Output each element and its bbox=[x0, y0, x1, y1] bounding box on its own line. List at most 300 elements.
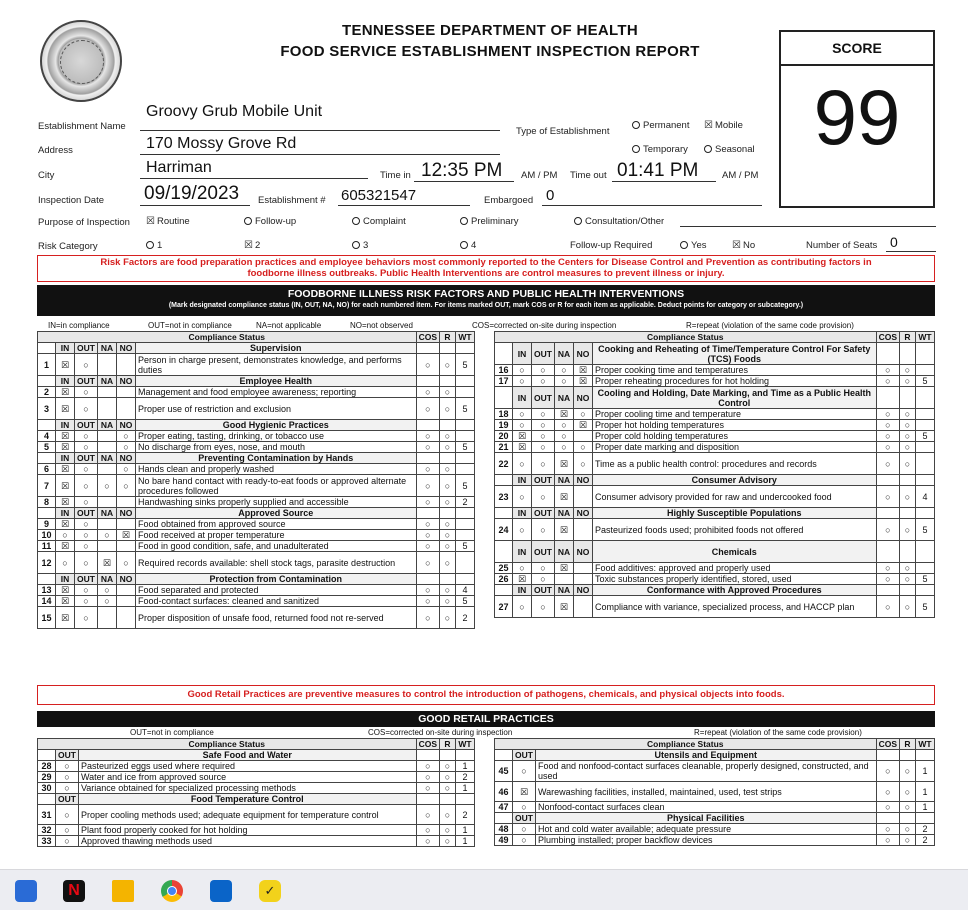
status-in-mark[interactable]: ☒ bbox=[56, 387, 75, 398]
item-number: 10 bbox=[38, 530, 56, 541]
status-out-mark[interactable]: ○ bbox=[75, 541, 98, 552]
repeat-mark[interactable]: ○ bbox=[440, 541, 456, 552]
status-na-mark[interactable]: ☒ bbox=[554, 409, 573, 420]
retail-status-header: Compliance Status bbox=[495, 739, 877, 750]
item-number: 12 bbox=[38, 552, 56, 574]
weight-value bbox=[916, 563, 935, 574]
item-number: 2 bbox=[38, 387, 56, 398]
repeat-mark[interactable]: ○ bbox=[440, 519, 456, 530]
chrome-icon[interactable] bbox=[161, 880, 183, 902]
status-out-mark[interactable]: ○ bbox=[75, 475, 98, 497]
cos-mark[interactable]: ○ bbox=[876, 574, 899, 585]
risk-category-label: Risk Category bbox=[38, 241, 98, 252]
purpose-complaint-option[interactable]: Complaint bbox=[352, 216, 406, 227]
status-out-mark[interactable]: ☒ bbox=[513, 782, 536, 802]
status-out-mark[interactable]: ○ bbox=[75, 464, 98, 475]
item-description: Toxic substances properly identified, stored, used bbox=[592, 574, 876, 585]
status-no-mark[interactable] bbox=[116, 398, 135, 420]
item-number: 28 bbox=[38, 761, 56, 772]
purpose-followup-option[interactable]: Follow-up bbox=[244, 216, 296, 227]
r-header: R bbox=[900, 739, 916, 750]
status-na-mark[interactable]: ○ bbox=[554, 431, 573, 442]
repeat-mark[interactable]: ○ bbox=[440, 772, 456, 783]
status-out-mark[interactable]: ○ bbox=[75, 596, 98, 607]
item-number: 8 bbox=[38, 497, 56, 508]
risk-3-option[interactable]: 3 bbox=[352, 240, 368, 251]
status-in-mark[interactable]: ☒ bbox=[56, 519, 75, 530]
cos-mark[interactable]: ○ bbox=[416, 530, 439, 541]
status-no-mark[interactable] bbox=[116, 585, 135, 596]
weight-value: 2 bbox=[916, 835, 935, 846]
repeat-mark[interactable]: ○ bbox=[440, 431, 456, 442]
sub-header-no: NO bbox=[573, 387, 592, 409]
foodborne-title: FOODBORNE ILLNESS RISK FACTORS AND PUBLIC HEALTH INTERVENTIONS bbox=[287, 288, 685, 300]
cos-mark[interactable]: ○ bbox=[876, 761, 899, 782]
sub-header-out: OUT bbox=[56, 750, 79, 761]
repeat-mark[interactable]: ○ bbox=[440, 836, 456, 847]
status-out-mark[interactable]: ○ bbox=[75, 354, 98, 376]
status-in-mark[interactable]: ○ bbox=[513, 365, 532, 376]
item-number: 7 bbox=[38, 475, 56, 497]
repeat-mark[interactable]: ○ bbox=[440, 442, 456, 453]
status-out-mark[interactable]: ○ bbox=[532, 453, 555, 475]
cos-mark[interactable]: ○ bbox=[876, 802, 899, 813]
status-in-mark[interactable]: ☒ bbox=[513, 442, 532, 453]
status-out-mark[interactable]: ○ bbox=[75, 585, 98, 596]
type-temporary-option[interactable]: Temporary bbox=[632, 144, 688, 155]
purpose-label: Purpose of Inspection bbox=[38, 217, 130, 228]
cos-mark[interactable]: ○ bbox=[416, 805, 439, 825]
section-header: Food Temperature Control bbox=[78, 794, 416, 805]
sub-header-out: OUT bbox=[532, 541, 555, 563]
repeat-mark[interactable]: ○ bbox=[440, 398, 456, 420]
retail-status-header: Compliance Status bbox=[38, 739, 417, 750]
sub-header-in: IN bbox=[513, 585, 532, 596]
type-permanent-option[interactable]: Permanent bbox=[632, 120, 689, 131]
repeat-mark[interactable]: ○ bbox=[440, 354, 456, 376]
cos-mark[interactable]: ○ bbox=[876, 824, 899, 835]
status-na-mark[interactable] bbox=[97, 398, 116, 420]
item-number: 17 bbox=[495, 376, 513, 387]
cos-mark[interactable]: ○ bbox=[416, 585, 439, 596]
wt-header: WT bbox=[916, 739, 935, 750]
header-title-line2: FOOD SERVICE ESTABLISHMENT INSPECTION REPORT bbox=[280, 43, 700, 60]
status-out-mark[interactable]: ○ bbox=[56, 772, 79, 783]
item-number: 45 bbox=[495, 761, 513, 782]
city-label: City bbox=[38, 170, 55, 181]
status-in-mark[interactable]: ☒ bbox=[56, 475, 75, 497]
weight-value: 1 bbox=[456, 761, 475, 772]
netflix-icon[interactable]: N bbox=[63, 880, 85, 902]
status-na-mark[interactable] bbox=[554, 574, 573, 585]
embargoed-value: 0 bbox=[546, 187, 555, 204]
cos-mark[interactable]: ○ bbox=[876, 486, 899, 508]
item-description: Nonfood-contact surfaces clean bbox=[535, 802, 876, 813]
status-out-mark[interactable]: ○ bbox=[75, 398, 98, 420]
status-out-mark[interactable]: ○ bbox=[532, 431, 555, 442]
status-in-mark[interactable]: ○ bbox=[513, 420, 532, 431]
wt-header: WT bbox=[916, 332, 935, 343]
time-out-label: Time out bbox=[570, 170, 607, 181]
status-no-mark[interactable] bbox=[116, 519, 135, 530]
status-out-mark[interactable]: ○ bbox=[532, 409, 555, 420]
status-out-mark[interactable]: ○ bbox=[75, 519, 98, 530]
cos-mark[interactable]: ○ bbox=[416, 772, 439, 783]
status-na-mark[interactable]: ○ bbox=[97, 596, 116, 607]
status-in-mark[interactable]: ○ bbox=[513, 453, 532, 475]
weight-value bbox=[456, 464, 475, 475]
status-out-mark[interactable]: ○ bbox=[56, 783, 79, 794]
weight-value: 5 bbox=[456, 442, 475, 453]
cos-header: COS bbox=[416, 332, 439, 343]
status-no-mark[interactable] bbox=[116, 607, 135, 629]
status-in-mark[interactable]: ○ bbox=[56, 530, 75, 541]
repeat-mark[interactable]: ○ bbox=[900, 365, 916, 376]
sub-header-na: NA bbox=[554, 387, 573, 409]
status-na-mark[interactable] bbox=[97, 519, 116, 530]
repeat-mark[interactable]: ○ bbox=[900, 824, 916, 835]
cos-mark[interactable]: ○ bbox=[416, 475, 439, 497]
weight-value: 2 bbox=[456, 772, 475, 783]
status-in-mark[interactable]: ○ bbox=[513, 376, 532, 387]
section-header: Cooling and Holding, Date Marking, and Time as a Public Health Control bbox=[592, 387, 876, 409]
repeat-mark[interactable]: ○ bbox=[440, 761, 456, 772]
item-number: 9 bbox=[38, 519, 56, 530]
status-no-mark[interactable]: ☒ bbox=[573, 365, 592, 376]
status-in-mark[interactable]: ☒ bbox=[513, 574, 532, 585]
weight-value: 5 bbox=[456, 541, 475, 552]
cos-mark[interactable]: ○ bbox=[876, 563, 899, 574]
status-out-mark[interactable]: ○ bbox=[532, 486, 555, 508]
weight-value: 5 bbox=[916, 596, 935, 618]
repeat-mark[interactable]: ○ bbox=[440, 552, 456, 574]
status-na-mark[interactable] bbox=[97, 387, 116, 398]
sub-header-na: NA bbox=[97, 376, 116, 387]
repeat-mark[interactable]: ○ bbox=[900, 420, 916, 431]
status-no-mark[interactable]: ☒ bbox=[573, 420, 592, 431]
sub-header-out: OUT bbox=[75, 420, 98, 431]
cos-mark[interactable]: ○ bbox=[416, 607, 439, 629]
status-na-mark[interactable]: ○ bbox=[97, 475, 116, 497]
status-out-mark[interactable]: ○ bbox=[56, 836, 79, 847]
wt-header: WT bbox=[456, 739, 475, 750]
status-in-mark[interactable]: ☒ bbox=[56, 398, 75, 420]
status-no-mark[interactable]: ○ bbox=[116, 431, 135, 442]
repeat-mark[interactable]: ○ bbox=[900, 519, 916, 541]
status-no-mark[interactable] bbox=[573, 563, 592, 574]
foodborne-subtitle: (Mark designated compliance status (IN, OUT, NA, NO) for each numbered item. For items marked OUT, mark COS or R for each item as applicable. Deduct points for category or subcategory.) bbox=[168, 302, 804, 309]
status-na-mark[interactable]: ○ bbox=[554, 442, 573, 453]
status-out-mark[interactable]: ○ bbox=[75, 530, 98, 541]
status-in-mark[interactable]: ☒ bbox=[56, 464, 75, 475]
cos-mark[interactable]: ○ bbox=[876, 519, 899, 541]
cos-mark[interactable]: ○ bbox=[876, 835, 899, 846]
cos-mark[interactable]: ○ bbox=[416, 442, 439, 453]
weight-value: 1 bbox=[916, 761, 935, 782]
status-na-mark[interactable]: ○ bbox=[97, 530, 116, 541]
repeat-mark[interactable]: ○ bbox=[900, 574, 916, 585]
repeat-mark[interactable]: ○ bbox=[900, 596, 916, 618]
status-out-mark[interactable]: ○ bbox=[75, 431, 98, 442]
status-in-mark[interactable]: ☒ bbox=[513, 431, 532, 442]
status-out-mark[interactable]: ○ bbox=[532, 376, 555, 387]
type-mobile-option[interactable]: ☒ Mobile bbox=[704, 120, 743, 131]
status-in-mark[interactable]: ○ bbox=[513, 596, 532, 618]
status-no-mark[interactable]: ○ bbox=[573, 409, 592, 420]
item-number: 29 bbox=[38, 772, 56, 783]
status-out-mark[interactable]: ○ bbox=[75, 442, 98, 453]
status-out-mark[interactable]: ○ bbox=[532, 574, 555, 585]
cos-mark[interactable]: ○ bbox=[416, 836, 439, 847]
repeat-mark[interactable]: ○ bbox=[440, 825, 456, 836]
weight-value bbox=[456, 431, 475, 442]
status-na-mark[interactable]: ☒ bbox=[554, 519, 573, 541]
status-no-mark[interactable]: ○ bbox=[573, 442, 592, 453]
status-out-mark[interactable]: ○ bbox=[513, 824, 536, 835]
followup-yes-option[interactable]: Yes bbox=[680, 240, 707, 251]
cos-mark[interactable]: ○ bbox=[876, 431, 899, 442]
ampm-label-1: AM / PM bbox=[521, 170, 558, 181]
status-na-mark[interactable]: ☒ bbox=[554, 486, 573, 508]
sub-header-na: NA bbox=[554, 541, 573, 563]
repeat-mark[interactable]: ○ bbox=[900, 563, 916, 574]
repeat-mark[interactable]: ○ bbox=[440, 530, 456, 541]
status-in-mark[interactable]: ☒ bbox=[56, 442, 75, 453]
status-in-mark[interactable]: ☒ bbox=[56, 585, 75, 596]
status-no-mark[interactable] bbox=[573, 486, 592, 508]
cos-mark[interactable]: ○ bbox=[416, 596, 439, 607]
status-no-mark[interactable]: ○ bbox=[116, 552, 135, 574]
cos-mark[interactable]: ○ bbox=[416, 354, 439, 376]
status-no-mark[interactable] bbox=[573, 596, 592, 618]
item-description: Hands clean and properly washed bbox=[135, 464, 416, 475]
status-out-mark[interactable]: ○ bbox=[532, 519, 555, 541]
cos-mark[interactable]: ○ bbox=[416, 387, 439, 398]
type-seasonal-option[interactable]: Seasonal bbox=[704, 144, 755, 155]
status-no-mark[interactable]: ○ bbox=[573, 453, 592, 475]
item-description: Proper reheating procedures for hot holding bbox=[592, 376, 876, 387]
status-na-mark[interactable] bbox=[97, 607, 116, 629]
cos-mark[interactable]: ○ bbox=[416, 783, 439, 794]
status-na-mark[interactable]: ○ bbox=[554, 365, 573, 376]
item-number: 24 bbox=[495, 519, 513, 541]
risk-1-option[interactable]: 1 bbox=[146, 240, 162, 251]
status-no-mark[interactable] bbox=[116, 497, 135, 508]
status-in-mark[interactable]: ☒ bbox=[56, 431, 75, 442]
repeat-mark[interactable]: ○ bbox=[900, 782, 916, 802]
status-no-mark[interactable]: ○ bbox=[116, 442, 135, 453]
repeat-mark[interactable]: ○ bbox=[900, 486, 916, 508]
cos-mark[interactable]: ○ bbox=[876, 365, 899, 376]
status-no-mark[interactable] bbox=[116, 387, 135, 398]
purpose-preliminary-option[interactable]: Preliminary bbox=[460, 216, 519, 227]
cos-mark[interactable]: ○ bbox=[416, 761, 439, 772]
sub-header-no: NO bbox=[573, 508, 592, 519]
status-out-mark[interactable]: ○ bbox=[75, 497, 98, 508]
cos-mark[interactable]: ○ bbox=[876, 453, 899, 475]
cos-mark[interactable]: ○ bbox=[416, 541, 439, 552]
cos-mark[interactable]: ○ bbox=[876, 420, 899, 431]
store-icon[interactable] bbox=[15, 880, 37, 902]
weight-value bbox=[916, 365, 935, 376]
legend-out: OUT=not in compliance bbox=[148, 321, 232, 330]
cos-mark[interactable]: ○ bbox=[416, 519, 439, 530]
status-out-mark[interactable]: ○ bbox=[513, 802, 536, 813]
status-out-mark[interactable]: ○ bbox=[75, 607, 98, 629]
status-in-mark[interactable]: ☒ bbox=[56, 497, 75, 508]
cos-mark[interactable]: ○ bbox=[876, 442, 899, 453]
purpose-routine-option[interactable]: ☒ Routine bbox=[146, 216, 190, 227]
item-description: Variance obtained for specialized processing methods bbox=[78, 783, 416, 794]
repeat-mark[interactable]: ○ bbox=[440, 607, 456, 629]
item-number: 13 bbox=[38, 585, 56, 596]
status-no-mark[interactable]: ○ bbox=[116, 475, 135, 497]
status-in-mark[interactable]: ☒ bbox=[56, 541, 75, 552]
repeat-mark[interactable]: ○ bbox=[440, 596, 456, 607]
sub-header-no: NO bbox=[116, 420, 135, 431]
seats-value: 0 bbox=[890, 234, 898, 250]
type-label: Type of Establishment bbox=[516, 126, 610, 137]
status-na-mark[interactable]: ☒ bbox=[554, 596, 573, 618]
repeat-mark[interactable]: ○ bbox=[900, 442, 916, 453]
repeat-mark[interactable]: ○ bbox=[900, 409, 916, 420]
status-na-mark[interactable]: ○ bbox=[554, 420, 573, 431]
status-out-mark[interactable]: ○ bbox=[513, 761, 536, 782]
repeat-mark[interactable]: ○ bbox=[900, 376, 916, 387]
status-out-mark[interactable]: ○ bbox=[56, 825, 79, 836]
status-na-mark[interactable]: ○ bbox=[554, 376, 573, 387]
risk-2-option[interactable]: ☒ 2 bbox=[244, 240, 261, 251]
status-in-mark[interactable]: ○ bbox=[56, 552, 75, 574]
repeat-mark[interactable]: ○ bbox=[900, 802, 916, 813]
status-na-mark[interactable]: ☒ bbox=[554, 563, 573, 574]
item-description: Consumer advisory provided for raw and undercooked food bbox=[592, 486, 876, 508]
status-in-mark[interactable]: ○ bbox=[513, 409, 532, 420]
repeat-mark[interactable]: ○ bbox=[900, 431, 916, 442]
item-number: 1 bbox=[38, 354, 56, 376]
repeat-mark[interactable]: ○ bbox=[900, 835, 916, 846]
repeat-mark[interactable]: ○ bbox=[900, 761, 916, 782]
section-header: Safe Food and Water bbox=[78, 750, 416, 761]
status-na-mark[interactable] bbox=[97, 354, 116, 376]
cos-mark[interactable]: ○ bbox=[876, 782, 899, 802]
status-na-mark[interactable] bbox=[97, 541, 116, 552]
sub-header-no: NO bbox=[573, 541, 592, 563]
outlook-icon[interactable] bbox=[210, 880, 232, 902]
status-in-mark[interactable]: ○ bbox=[513, 519, 532, 541]
status-na-mark[interactable] bbox=[97, 464, 116, 475]
repeat-mark[interactable]: ○ bbox=[440, 464, 456, 475]
status-no-mark[interactable] bbox=[573, 431, 592, 442]
status-no-mark[interactable]: ☒ bbox=[116, 530, 135, 541]
sub-header-out: OUT bbox=[532, 585, 555, 596]
repeat-mark[interactable]: ○ bbox=[440, 497, 456, 508]
item-description: Proper cooking time and temperatures bbox=[592, 365, 876, 376]
item-number: 23 bbox=[495, 486, 513, 508]
status-na-mark[interactable] bbox=[97, 497, 116, 508]
status-na-mark[interactable] bbox=[97, 442, 116, 453]
weight-value: 1 bbox=[916, 802, 935, 813]
status-na-mark[interactable]: ☒ bbox=[97, 552, 116, 574]
item-number: 11 bbox=[38, 541, 56, 552]
todo-icon[interactable]: ✓ bbox=[259, 880, 281, 902]
status-in-mark[interactable]: ○ bbox=[513, 563, 532, 574]
status-no-mark[interactable] bbox=[116, 354, 135, 376]
status-in-mark[interactable]: ☒ bbox=[56, 607, 75, 629]
compliance-status-header: Compliance Status bbox=[495, 332, 877, 343]
status-na-mark[interactable]: ○ bbox=[97, 585, 116, 596]
status-out-mark[interactable]: ○ bbox=[532, 420, 555, 431]
item-description: Management and food employee awareness; reporting bbox=[135, 387, 416, 398]
cos-mark[interactable]: ○ bbox=[416, 464, 439, 475]
status-out-mark[interactable]: ○ bbox=[513, 835, 536, 846]
repeat-mark[interactable]: ○ bbox=[900, 453, 916, 475]
cos-mark[interactable]: ○ bbox=[416, 825, 439, 836]
seats-label: Number of Seats bbox=[806, 240, 878, 251]
sub-header-out: OUT bbox=[532, 475, 555, 486]
status-out-mark[interactable]: ○ bbox=[56, 761, 79, 772]
cos-mark[interactable]: ○ bbox=[876, 409, 899, 420]
file-explorer-icon[interactable] bbox=[112, 880, 134, 902]
cos-mark[interactable]: ○ bbox=[416, 431, 439, 442]
section-header: Physical Facilities bbox=[535, 813, 876, 824]
status-no-mark[interactable] bbox=[573, 574, 592, 585]
repeat-mark[interactable]: ○ bbox=[440, 387, 456, 398]
ampm-label-2: AM / PM bbox=[722, 170, 759, 181]
status-no-mark[interactable]: ☒ bbox=[573, 376, 592, 387]
status-in-mark[interactable]: ☒ bbox=[56, 596, 75, 607]
weight-value: 5 bbox=[456, 354, 475, 376]
status-no-mark[interactable] bbox=[116, 541, 135, 552]
status-na-mark[interactable]: ☒ bbox=[554, 453, 573, 475]
status-no-mark[interactable] bbox=[116, 596, 135, 607]
weight-value bbox=[916, 409, 935, 420]
item-description: Proper eating, tasting, drinking, or tobacco use bbox=[135, 431, 416, 442]
cos-mark[interactable]: ○ bbox=[416, 398, 439, 420]
cos-mark[interactable]: ○ bbox=[876, 596, 899, 618]
status-out-mark[interactable]: ○ bbox=[56, 805, 79, 825]
sub-header-out: OUT bbox=[75, 343, 98, 354]
risk-4-option[interactable]: 4 bbox=[460, 240, 476, 251]
cos-mark[interactable]: ○ bbox=[416, 497, 439, 508]
repeat-mark[interactable]: ○ bbox=[440, 585, 456, 596]
legend-cos: COS=corrected on-site during inspection bbox=[472, 321, 617, 330]
status-out-mark[interactable]: ○ bbox=[532, 365, 555, 376]
cos-mark[interactable]: ○ bbox=[876, 376, 899, 387]
repeat-mark[interactable]: ○ bbox=[440, 805, 456, 825]
followup-no-option[interactable]: ☒ No bbox=[732, 240, 756, 251]
weight-value: 2 bbox=[456, 805, 475, 825]
sub-header-na: NA bbox=[97, 343, 116, 354]
repeat-mark[interactable]: ○ bbox=[440, 475, 456, 497]
status-in-mark[interactable]: ☒ bbox=[56, 354, 75, 376]
status-out-mark[interactable]: ○ bbox=[532, 442, 555, 453]
status-no-mark[interactable]: ○ bbox=[116, 464, 135, 475]
purpose-consultation-option[interactable]: Consultation/Other bbox=[574, 216, 664, 227]
status-no-mark[interactable] bbox=[573, 519, 592, 541]
status-out-mark[interactable]: ○ bbox=[75, 387, 98, 398]
cos-mark[interactable]: ○ bbox=[416, 552, 439, 574]
item-number: 15 bbox=[38, 607, 56, 629]
weight-value: 1 bbox=[456, 783, 475, 794]
status-out-mark[interactable]: ○ bbox=[75, 552, 98, 574]
item-description: Pasteurized eggs used where required bbox=[78, 761, 416, 772]
repeat-mark[interactable]: ○ bbox=[440, 783, 456, 794]
status-out-mark[interactable]: ○ bbox=[532, 596, 555, 618]
status-out-mark[interactable]: ○ bbox=[532, 563, 555, 574]
status-na-mark[interactable] bbox=[97, 431, 116, 442]
status-in-mark[interactable]: ○ bbox=[513, 486, 532, 508]
